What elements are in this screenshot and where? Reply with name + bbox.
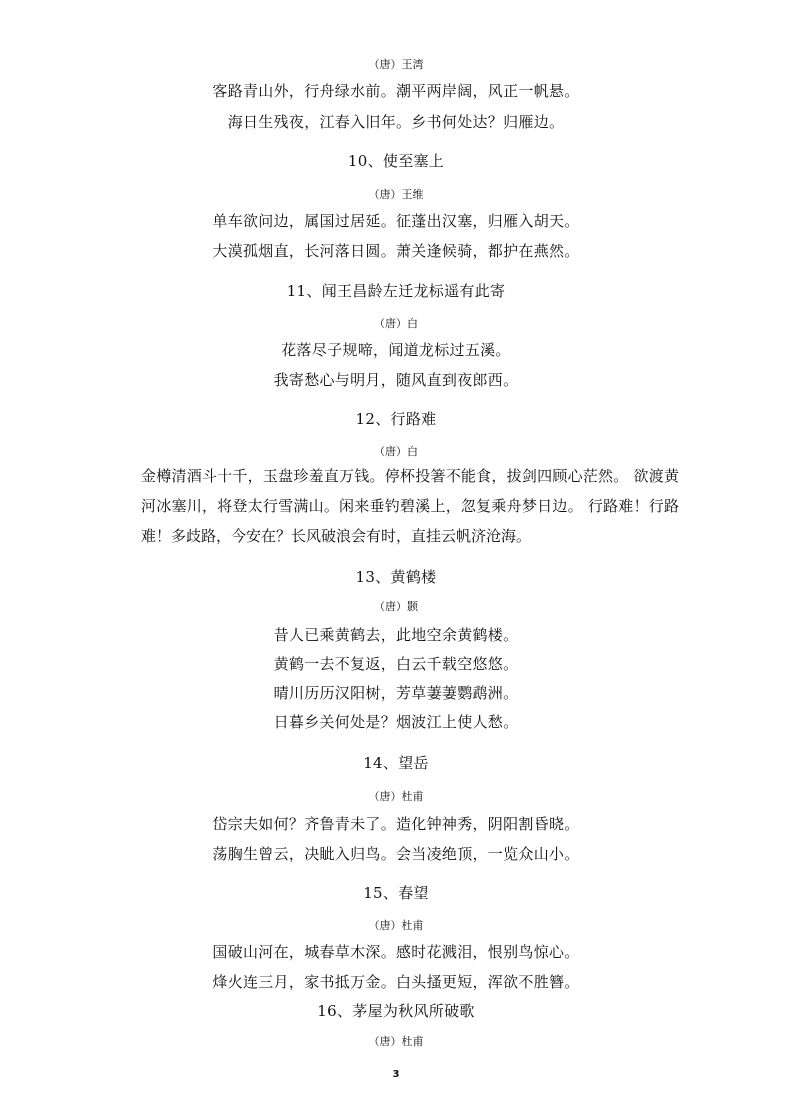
poem-14-author: （唐）杜甫 bbox=[368, 790, 424, 803]
poem-15-line-1: 国破山河在，城春草木深。感时花溅泪，恨别鸟惊心。 bbox=[212, 943, 580, 961]
poem-10-line-2: 大漠孤烟直，长河落日圆。萧关逢候骑，都护在燕然。 bbox=[212, 242, 580, 260]
poem-16-title: 16、茅屋为秋风所破歌 bbox=[317, 1002, 475, 1020]
poem-15-title: 15、春望 bbox=[363, 884, 429, 902]
poem-14-title: 14、望岳 bbox=[363, 754, 429, 772]
poem-13-line-4: 日暮乡关何处是？烟波江上使人愁。 bbox=[273, 713, 519, 731]
poem-11-title: 11、闻王昌龄左迁龙标遥有此寄 bbox=[286, 282, 506, 300]
poem-12-title: 12、行路难 bbox=[355, 410, 437, 428]
poem-9-author: （唐）王湾 bbox=[368, 58, 424, 71]
poem-10-author: （唐）王维 bbox=[368, 188, 424, 201]
poem-15-author: （唐）杜甫 bbox=[368, 919, 424, 932]
poem-13-title: 13、黄鹤楼 bbox=[355, 568, 437, 586]
poem-16-author: （唐）杜甫 bbox=[368, 1035, 424, 1048]
poem-9-line-2: 海日生残夜，江春入旧年。乡书何处达？归雁边。 bbox=[227, 113, 565, 131]
poem-10-title: 10、使至塞上 bbox=[347, 152, 445, 170]
poem-14-line-2: 荡胸生曾云，决眦入归鸟。会当凌绝顶，一览众山小。 bbox=[212, 845, 580, 863]
poem-11-line-2: 我寄愁心与明月，随风直到夜郎西。 bbox=[273, 371, 519, 389]
poem-12-paragraph: 金樽清酒斗十千，玉盘珍羞直万钱。停杯投箸不能食，拔剑四顾心茫然。 欲渡黄河冰塞川，将登太行雪满山。闲来垂钓碧溪上，忽复乘舟梦日边。 行路难！行路难！多歧路，今安在？长风破浪会有时，直挂云帆济沧海。 bbox=[141, 467, 679, 545]
poem-12-author: （唐）白 bbox=[374, 445, 418, 458]
page-number: 3 bbox=[392, 1069, 400, 1080]
poem-15-line-2: 烽火连三月，家书抵万金。白头搔更短，浑欲不胜簪。 bbox=[212, 973, 580, 991]
poem-13-line-2: 黄鹤一去不复返，白云千载空悠悠。 bbox=[273, 655, 519, 673]
poem-11-line-1: 花落尽子规啼，闻道龙标过五溪。 bbox=[281, 341, 511, 359]
poem-13-line-1: 昔人已乘黄鹤去，此地空余黄鹤楼。 bbox=[273, 626, 519, 644]
poem-10-line-1: 单车欲问边，属国过居延。征蓬出汉塞，归雁入胡天。 bbox=[212, 212, 580, 230]
poem-14-line-1: 岱宗夫如何？齐鲁青未了。造化钟神秀，阴阳割昏晓。 bbox=[212, 815, 580, 833]
poem-13-line-3: 晴川历历汉阳树，芳草萋萋鹦鹉洲。 bbox=[273, 684, 519, 702]
poem-9-line-1: 客路青山外，行舟绿水前。潮平两岸阔，风正一帆悬。 bbox=[212, 82, 580, 100]
poem-13-author: （唐）颢 bbox=[374, 600, 418, 613]
poem-11-author: （唐）白 bbox=[374, 317, 418, 330]
